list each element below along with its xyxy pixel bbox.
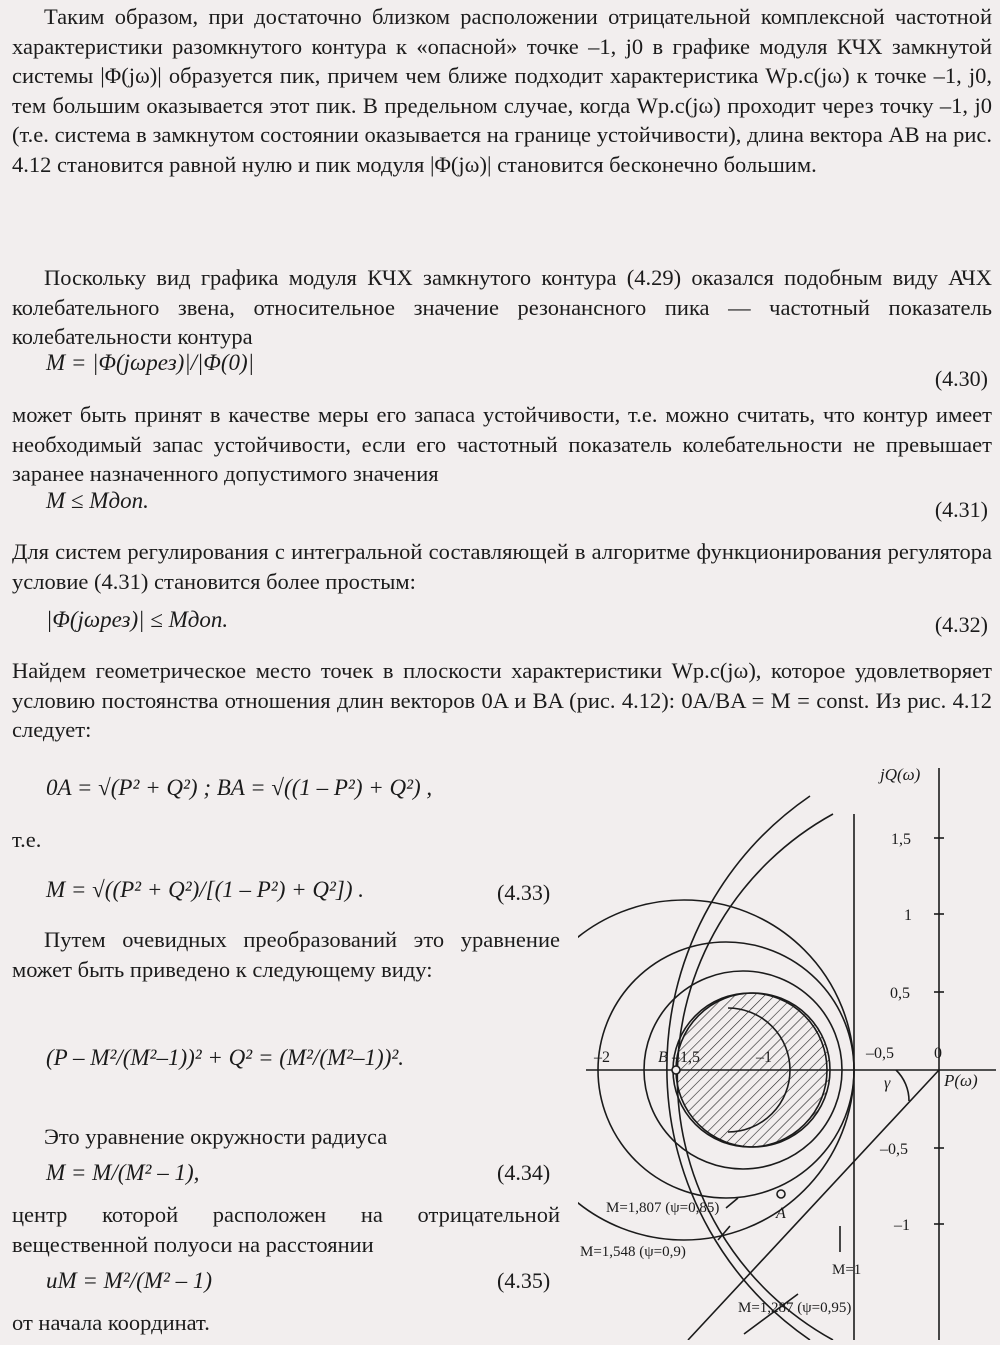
point-a-marker [777, 1190, 785, 1198]
y-tick-label: 1 [904, 907, 912, 924]
y-tick-label: 0,5 [890, 985, 910, 1002]
eq-number-4-30: (4.30) [934, 366, 988, 391]
formula-4-31: M ≤ Mдоп. [46, 488, 149, 513]
paragraph-10: от начала координат. [12, 1310, 210, 1335]
x-tick-label: –0,5 [866, 1045, 894, 1062]
leader-1807 [726, 1198, 738, 1208]
paragraph-3: может быть принят в качестве меры его запаса устойчивости, т.е. можно считать, что контур имеет необходимый запас устойчивости, если его частотный показатель колебательности не превышает заранее назначенного допустимого значения [12, 402, 992, 487]
paragraph-6: т.е. [12, 827, 42, 852]
paragraph-9: центр которой расположен на отрицательной вещественной полуоси на расстоянии [12, 1202, 560, 1257]
formula-4-32: |Φ(jωрез)| ≤ Mдоп. [46, 607, 229, 632]
y-tick-label: –1 [894, 1217, 910, 1234]
y-tick-label: 1,5 [891, 831, 911, 848]
paragraph-8: Это уравнение окружности радиуса [44, 1124, 388, 1149]
x-tick-label: 0 [934, 1045, 942, 1062]
angle-label: γ [884, 1075, 891, 1092]
curve-label-1287: M=1,287 (ψ=0,95) [738, 1300, 852, 1316]
y-tick-label: –0,5 [880, 1141, 908, 1158]
point-b-marker [672, 1066, 680, 1074]
formula-4-35: uM = M²/(M² – 1) [46, 1268, 212, 1293]
eq-number-4-32: (4.32) [934, 612, 988, 637]
paragraph-2: Поскольку вид графика модуля КЧХ замкнутого контура (4.29) оказался подобным виду АЧХ колебательного звена, относительное значение резонансного пика — частотный показатель колебательности контура [12, 265, 992, 350]
paragraph-5: Найдем геометрическое место точек в плоскости характеристики Wр.с(jω), которое удовлетворяет условию постоянства отношения длин векторов 0A и BA (рис. 4.12): 0A/BA = M = const. Из рис. 4.12 следует: [12, 658, 992, 743]
eq-number-4-33: (4.33) [497, 880, 551, 905]
formula-4-33: M = √((P² + Q²)/[(1 – P²) + Q²]) . [46, 877, 364, 902]
curve-label-1548: M=1,548 (ψ=0,9) [580, 1244, 686, 1260]
eq-number-4-31: (4.31) [934, 497, 988, 522]
formula-4-34: M = M/(M² – 1), [46, 1160, 200, 1185]
curve-label-m1: M=1 [832, 1262, 862, 1278]
formula-4-30: M = |Φ(jωрез)|/|Φ(0)| [46, 350, 255, 375]
curve-label-1807: M=1,807 (ψ=0,85) [606, 1200, 720, 1216]
point-b-label: B [658, 1049, 668, 1066]
angle-arc [896, 1070, 909, 1101]
point-a-label: A [776, 1205, 786, 1222]
formula-circle: (P – M²/(M²–1))² + Q² = (M²/(M²–1))². [46, 1045, 404, 1070]
x-axis-label: P(ω) [944, 1071, 978, 1090]
m-circles-plot [578, 756, 998, 1340]
figure-m-circles [578, 756, 998, 1340]
paragraph-7: Путем очевидных преобразований это уравнение может быть приведено к следующему виду: [12, 927, 560, 982]
y-axis-label: jQ(ω) [880, 765, 921, 784]
x-tick-label: –1 [756, 1049, 772, 1066]
eq-number-4-34: (4.34) [497, 1160, 551, 1185]
eq-number-4-35: (4.35) [497, 1268, 551, 1293]
formula-oa-ba: 0A = √(P² + Q²) ; BA = √((1 – P²) + Q²) , [46, 775, 433, 800]
paragraph-4: Для систем регулирования с интегральной составляющей в алгоритме функционирования регулятора условие (4.31) становится более простым: [12, 539, 992, 594]
x-tick-label: –1,5 [672, 1049, 700, 1066]
x-tick-label: –2 [594, 1049, 610, 1066]
paragraph-1: Таким образом, при достаточно близком расположении отрицательной комплексной частотной характеристики разомкнутого контура к «опасной» точке –1, j0 в графике модуля КЧХ замкнутой системы |Φ(jω)| образуется пик, причем чем ближе подходит характеристика Wр.с(jω) к точке –1, j0, тем большим оказывается этот пик. В предельном случае, когда Wр.с(jω) проходит через точку –1, j0 (т.е. система в замкнутом состоянии оказывается на границе устойчивости), длина вектора AB на рис. 4.12 становится равной нулю и пик модуля |Φ(jω)| становится бесконечно большим. [12, 4, 992, 177]
